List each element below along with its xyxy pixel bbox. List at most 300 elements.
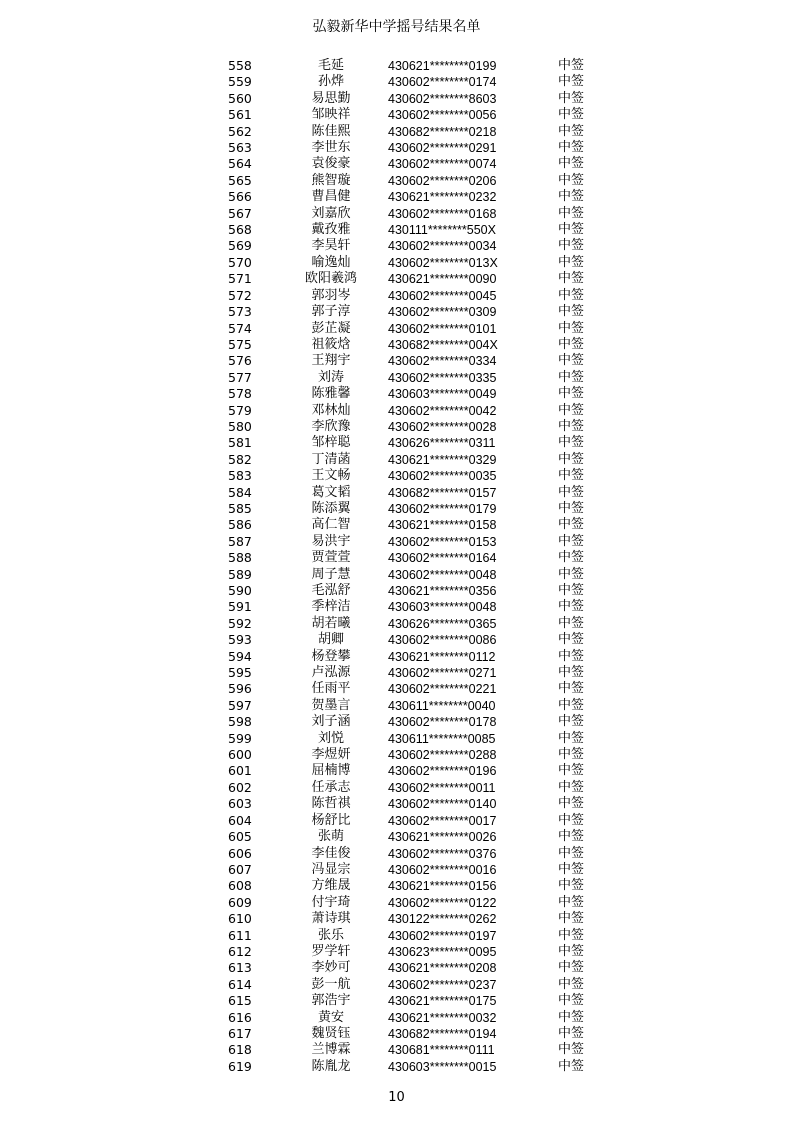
- student-name: 付宇琦: [311, 894, 351, 910]
- student-name: 杨舒比: [311, 812, 351, 828]
- id-number: 430602********0042: [388, 403, 497, 418]
- table-row: [220, 304, 598, 320]
- table-row: [220, 271, 598, 287]
- table-row: [220, 1026, 598, 1042]
- table-row: [220, 255, 598, 271]
- student-name: 萧诗琪: [311, 911, 351, 927]
- student-name: 胡卿: [317, 632, 344, 648]
- id-number: 430602********0178: [388, 715, 497, 730]
- lottery-results-table: [220, 58, 598, 1075]
- table-row: [220, 911, 598, 927]
- table-row: [220, 485, 598, 501]
- table-row: [220, 107, 598, 123]
- student-name: 易洪宇: [311, 533, 351, 549]
- student-name: 毛泓舒: [311, 583, 351, 598]
- row-number: 571: [228, 271, 252, 287]
- result-status: 中签: [558, 779, 585, 795]
- result-status: 中签: [558, 730, 585, 746]
- student-name: 丁清菡: [311, 451, 351, 467]
- row-number: 559: [228, 74, 252, 90]
- student-name: 季梓洁: [311, 599, 351, 615]
- student-name: 刘涛: [317, 369, 344, 385]
- table-row: [220, 665, 598, 681]
- table-row: [220, 534, 598, 550]
- table-row: [220, 829, 598, 845]
- table-row: [220, 140, 598, 156]
- table-row: [220, 731, 598, 747]
- row-number: 612: [228, 943, 252, 959]
- id-number: 430682********0218: [388, 124, 497, 139]
- result-status: 中签: [558, 1009, 585, 1025]
- row-number: 577: [228, 369, 252, 385]
- student-name: 卢泓源: [311, 665, 351, 681]
- id-number: 430602********0017: [388, 813, 497, 828]
- id-number: 430621********0232: [388, 190, 497, 205]
- row-number: 582: [228, 451, 252, 467]
- student-name: 张萌: [317, 829, 344, 845]
- student-name: 李佳俊: [311, 845, 351, 861]
- student-name: 刘子涵: [311, 714, 351, 730]
- result-status: 中签: [558, 287, 585, 303]
- student-name: 孙烨: [317, 74, 344, 90]
- row-number: 600: [228, 747, 252, 763]
- id-number: 430602********0056: [388, 108, 497, 123]
- student-name: 任雨平: [311, 681, 351, 697]
- result-status: 中签: [558, 943, 585, 959]
- result-status: 中签: [558, 304, 585, 320]
- result-status: 中签: [558, 205, 585, 221]
- table-row: [220, 567, 598, 583]
- result-status: 中签: [558, 796, 585, 812]
- result-status: 中签: [558, 90, 585, 106]
- table-row: [220, 74, 598, 90]
- student-name: 黄安: [317, 1009, 344, 1025]
- table-row: [220, 928, 598, 944]
- table-row: [220, 288, 598, 304]
- row-number: 574: [228, 320, 252, 336]
- table-row: [220, 403, 598, 419]
- row-number: 581: [228, 435, 252, 451]
- student-name: 欧阳羲鸿: [304, 271, 357, 287]
- result-status: 中签: [558, 500, 585, 516]
- row-number: 618: [228, 1042, 252, 1058]
- row-number: 585: [228, 500, 252, 516]
- table-row: [220, 1059, 598, 1075]
- row-number: 562: [228, 123, 252, 139]
- result-status: 中签: [558, 58, 585, 73]
- id-number: 430111********550X: [388, 223, 496, 238]
- id-number: 430621********0026: [388, 830, 497, 845]
- id-number: 430682********0194: [388, 1026, 497, 1041]
- result-status: 中签: [558, 1025, 585, 1041]
- row-number: 586: [228, 517, 252, 533]
- id-number: 430621********0329: [388, 452, 497, 467]
- student-name: 彭芷凝: [311, 320, 351, 336]
- table-row: [220, 91, 598, 107]
- student-name: 郭羽岑: [311, 287, 351, 303]
- id-number: 430611********0085: [388, 731, 496, 746]
- student-name: 陈添翼: [311, 500, 351, 516]
- row-number: 604: [228, 812, 252, 828]
- student-name: 戴孜雅: [311, 222, 351, 238]
- id-number: 430602********8603: [388, 91, 497, 106]
- student-name: 易思勤: [311, 90, 351, 106]
- document-title: 弘毅新华中学摇号结果名单: [312, 19, 481, 35]
- row-number: 566: [228, 189, 252, 205]
- student-name: 高仁智: [311, 517, 351, 533]
- row-number: 578: [228, 386, 252, 402]
- result-status: 中签: [558, 172, 585, 188]
- id-number: 430602********0271: [388, 666, 497, 681]
- table-row: [220, 862, 598, 878]
- student-name: 贾萱萱: [311, 550, 351, 566]
- result-status: 中签: [558, 418, 585, 434]
- result-status: 中签: [558, 271, 585, 287]
- row-number: 572: [228, 287, 252, 303]
- row-number: 573: [228, 304, 252, 320]
- table-row: [220, 468, 598, 484]
- result-status: 中签: [558, 238, 585, 254]
- id-number: 430602********0288: [388, 748, 497, 763]
- result-status: 中签: [558, 189, 585, 205]
- table-row: [220, 1042, 598, 1058]
- id-number: 430621********0356: [388, 584, 497, 598]
- row-number: 576: [228, 353, 252, 369]
- row-number: 579: [228, 402, 252, 418]
- table-row: [220, 977, 598, 993]
- table-row: [220, 238, 598, 254]
- table-row: [220, 944, 598, 960]
- student-name: 罗学轩: [311, 943, 351, 959]
- id-number: 430602********0309: [388, 305, 497, 320]
- id-number: 430623********0095: [388, 944, 497, 959]
- row-number: 609: [228, 894, 252, 910]
- student-name: 李昊轩: [311, 238, 351, 254]
- row-number: 567: [228, 205, 252, 221]
- row-number: 611: [228, 927, 252, 943]
- table-row: [220, 846, 598, 862]
- result-status: 中签: [558, 714, 585, 730]
- id-number: 430602********0122: [388, 895, 497, 910]
- table-row: [220, 58, 598, 74]
- student-name: 郭浩宇: [311, 993, 351, 1009]
- row-number: 593: [228, 632, 252, 648]
- result-status: 中签: [558, 222, 585, 238]
- result-status: 中签: [558, 435, 585, 451]
- student-name: 李欣豫: [311, 418, 351, 434]
- table-row: [220, 681, 598, 697]
- id-number: 430602********0011: [388, 780, 496, 795]
- student-name: 陈佳熙: [311, 123, 351, 139]
- row-number: 613: [228, 960, 252, 976]
- id-number: 430602********0035: [388, 469, 497, 484]
- row-number: 590: [228, 583, 252, 598]
- id-number: 430611********0040: [388, 698, 496, 713]
- table-row: [220, 813, 598, 829]
- id-number: 430602********0045: [388, 288, 497, 303]
- table-row: [220, 550, 598, 566]
- student-name: 胡若曦: [311, 615, 351, 631]
- student-name: 邹映祥: [311, 107, 351, 123]
- id-number: 430603********0015: [388, 1059, 497, 1074]
- row-number: 617: [228, 1025, 252, 1041]
- row-number: 597: [228, 697, 252, 713]
- result-status: 中签: [558, 140, 585, 156]
- id-number: 430603********0049: [388, 387, 497, 402]
- id-number: 430602********0034: [388, 239, 497, 254]
- table-row: [220, 960, 598, 976]
- row-number: 561: [228, 107, 252, 123]
- row-number: 616: [228, 1009, 252, 1025]
- result-status: 中签: [558, 123, 585, 139]
- student-name: 陈哲祺: [311, 796, 351, 812]
- result-status: 中签: [558, 583, 585, 598]
- result-status: 中签: [558, 878, 585, 894]
- result-status: 中签: [558, 894, 585, 910]
- result-status: 中签: [558, 484, 585, 500]
- id-number: 430621********0032: [388, 1010, 497, 1025]
- result-status: 中签: [558, 107, 585, 123]
- table-row: [220, 222, 598, 238]
- row-number: 595: [228, 665, 252, 681]
- student-name: 祖筱焓: [311, 336, 351, 352]
- student-name: 方维晟: [311, 878, 351, 894]
- results-table-body: [220, 58, 598, 1075]
- id-number: 430602********0334: [388, 354, 497, 369]
- id-number: 430602********0086: [388, 633, 497, 648]
- student-name: 张乐: [317, 927, 344, 943]
- id-number: 430602********013X: [388, 255, 498, 270]
- table-row: [220, 780, 598, 796]
- result-status: 中签: [558, 681, 585, 697]
- table-row: [220, 1010, 598, 1026]
- student-name: 刘悦: [317, 730, 344, 746]
- id-number: 430603********0048: [388, 600, 497, 615]
- row-number: 596: [228, 681, 252, 697]
- result-status: 中签: [558, 993, 585, 1009]
- result-status: 中签: [558, 451, 585, 467]
- row-number: 598: [228, 714, 252, 730]
- student-name: 彭一航: [311, 976, 351, 992]
- table-row: [220, 714, 598, 730]
- row-number: 589: [228, 566, 252, 582]
- table-row: [220, 386, 598, 402]
- result-status: 中签: [558, 353, 585, 369]
- result-status: 中签: [558, 812, 585, 828]
- id-number: 430602********0153: [388, 534, 497, 549]
- student-name: 邹梓聪: [311, 435, 351, 451]
- row-number: 580: [228, 418, 252, 434]
- result-status: 中签: [558, 615, 585, 631]
- result-status: 中签: [558, 533, 585, 549]
- id-number: 430602********0179: [388, 501, 497, 516]
- id-number: 430602********0140: [388, 797, 497, 812]
- row-number: 558: [228, 58, 252, 73]
- id-number: 430621********0175: [388, 994, 497, 1009]
- result-status: 中签: [558, 697, 585, 713]
- id-number: 430626********0311: [388, 436, 496, 451]
- id-number: 430602********0174: [388, 75, 497, 90]
- result-status: 中签: [558, 632, 585, 648]
- result-status: 中签: [558, 386, 585, 402]
- row-number: 608: [228, 878, 252, 894]
- row-number: 602: [228, 779, 252, 795]
- student-name: 喻逸灿: [311, 254, 351, 270]
- table-row: [220, 895, 598, 911]
- result-status: 中签: [558, 254, 585, 270]
- student-name: 郭子淳: [311, 304, 351, 320]
- row-number: 605: [228, 829, 252, 845]
- student-name: 魏贤钰: [311, 1025, 351, 1041]
- result-status: 中签: [558, 550, 585, 566]
- id-number: 430621********0158: [388, 518, 497, 533]
- student-name: 李世东: [311, 140, 351, 156]
- table-row: [220, 993, 598, 1009]
- result-status: 中签: [558, 320, 585, 336]
- row-number: 568: [228, 222, 252, 238]
- result-status: 中签: [558, 976, 585, 992]
- id-number: 430682********0157: [388, 485, 497, 500]
- row-number: 575: [228, 336, 252, 352]
- id-number: 430602********0016: [388, 862, 497, 877]
- id-number: 430602********0221: [388, 682, 497, 697]
- student-name: 王文畅: [311, 468, 351, 484]
- result-status: 中签: [558, 566, 585, 582]
- result-status: 中签: [558, 468, 585, 484]
- row-number: 583: [228, 468, 252, 484]
- table-row: [220, 173, 598, 189]
- result-status: 中签: [558, 665, 585, 681]
- id-number: 430621********0208: [388, 961, 497, 976]
- result-status: 中签: [558, 648, 585, 664]
- table-row: [220, 698, 598, 714]
- student-name: 杨登攀: [311, 648, 351, 664]
- result-status: 中签: [558, 156, 585, 172]
- row-number: 570: [228, 254, 252, 270]
- table-row: [220, 501, 598, 517]
- result-status: 中签: [558, 763, 585, 779]
- result-status: 中签: [558, 369, 585, 385]
- result-status: 中签: [558, 336, 585, 352]
- id-number: 430602********0291: [388, 141, 497, 156]
- id-number: 430602********0028: [388, 419, 497, 434]
- student-name: 陈雅馨: [311, 386, 351, 402]
- row-number: 565: [228, 172, 252, 188]
- table-row: [220, 419, 598, 435]
- student-name: 曹昌健: [311, 189, 351, 205]
- row-number: 584: [228, 484, 252, 500]
- student-name: 刘嘉欣: [311, 205, 351, 221]
- table-row: [220, 452, 598, 468]
- id-number: 430681********0111: [388, 1043, 495, 1058]
- id-number: 430621********0112: [388, 649, 496, 664]
- id-number: 430626********0365: [388, 616, 497, 631]
- result-status: 中签: [558, 845, 585, 861]
- result-status: 中签: [558, 747, 585, 763]
- student-name: 葛文韬: [311, 484, 351, 500]
- result-status: 中签: [558, 960, 585, 976]
- table-row: [220, 632, 598, 648]
- result-status: 中签: [558, 911, 585, 927]
- student-name: 周子慧: [311, 566, 351, 582]
- student-name: 王翔宇: [311, 353, 351, 369]
- id-number: 430602********0335: [388, 370, 497, 385]
- row-number: 560: [228, 90, 252, 106]
- student-name: 熊智璇: [311, 172, 351, 188]
- row-number: 594: [228, 648, 252, 664]
- student-name: 任承志: [311, 779, 351, 795]
- student-name: 贺墨言: [311, 697, 351, 713]
- row-number: 610: [228, 911, 252, 927]
- result-status: 中签: [558, 1058, 585, 1074]
- table-row: [220, 321, 598, 337]
- id-number: 430602********0164: [388, 551, 497, 566]
- table-row: [220, 878, 598, 894]
- page-number: 10: [388, 1090, 405, 1105]
- id-number: 430602********0376: [388, 846, 497, 861]
- id-number: 430682********004X: [388, 337, 498, 352]
- table-row: [220, 517, 598, 533]
- row-number: 615: [228, 993, 252, 1009]
- result-status: 中签: [558, 1042, 585, 1058]
- student-name: 兰博霖: [311, 1042, 351, 1058]
- table-row: [220, 370, 598, 386]
- result-status: 中签: [558, 861, 585, 877]
- id-number: 430602********0101: [388, 321, 497, 336]
- id-number: 430602********0074: [388, 157, 497, 172]
- student-name: 袁俊豪: [311, 156, 351, 172]
- row-number: 592: [228, 615, 252, 631]
- student-name: 李煜妍: [311, 747, 351, 763]
- id-number: 430602********0197: [388, 928, 497, 943]
- student-name: 李妙可: [311, 960, 351, 976]
- id-number: 430602********0206: [388, 173, 497, 188]
- table-row: [220, 763, 598, 779]
- id-number: 430122********0262: [388, 912, 497, 927]
- table-row: [220, 337, 598, 353]
- row-number: 619: [228, 1058, 252, 1074]
- row-number: 569: [228, 238, 252, 254]
- table-row: [220, 189, 598, 205]
- row-number: 564: [228, 156, 252, 172]
- table-row: [220, 796, 598, 812]
- result-status: 中签: [558, 402, 585, 418]
- row-number: 591: [228, 599, 252, 615]
- id-number: 430602********0196: [388, 764, 497, 779]
- id-number: 430602********0168: [388, 206, 497, 221]
- table-row: [220, 747, 598, 763]
- id-number: 430621********0199: [388, 59, 497, 73]
- student-name: 冯显宗: [311, 861, 351, 877]
- row-number: 588: [228, 550, 252, 566]
- table-row: [220, 583, 598, 599]
- table-row: [220, 599, 598, 615]
- table-row: [220, 435, 598, 451]
- student-name: 屈楠博: [311, 763, 351, 779]
- row-number: 606: [228, 845, 252, 861]
- row-number: 614: [228, 976, 252, 992]
- row-number: 587: [228, 533, 252, 549]
- table-row: [220, 124, 598, 140]
- table-row: [220, 353, 598, 369]
- result-status: 中签: [558, 829, 585, 845]
- table-row: [220, 649, 598, 665]
- id-number: 430621********0156: [388, 879, 497, 894]
- row-number: 599: [228, 730, 252, 746]
- student-name: 邓林灿: [311, 402, 351, 418]
- result-status: 中签: [558, 927, 585, 943]
- result-status: 中签: [558, 599, 585, 615]
